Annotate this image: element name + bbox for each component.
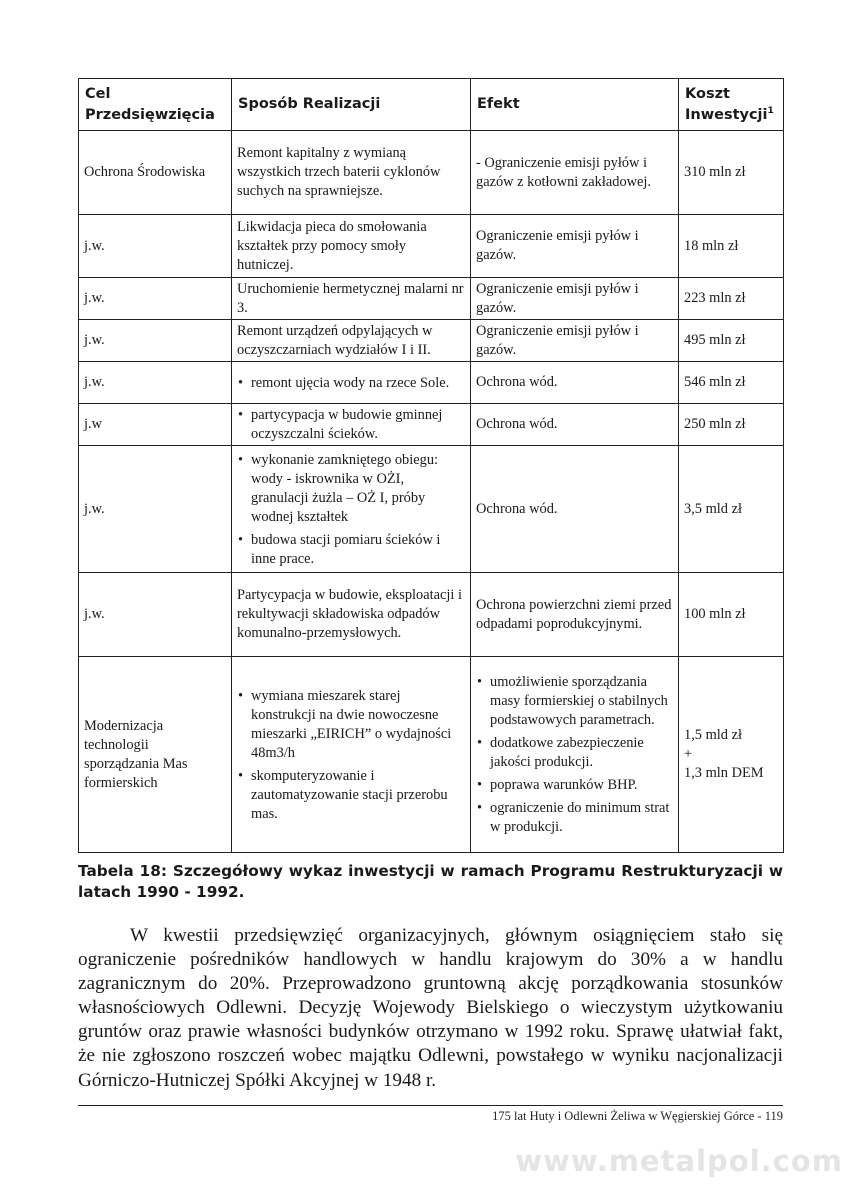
table-row	[79, 278, 784, 320]
cell-cel: j.w.	[79, 278, 232, 320]
cell-cel: j.w.	[79, 573, 232, 657]
bullet-list	[237, 687, 465, 824]
table-row	[79, 215, 784, 278]
cell-efekt	[471, 657, 679, 853]
cell-efekt: - Ograniczenie emisji pyłów i gazów z kotłowni zakładowej.	[471, 131, 679, 215]
cost-line: 1,5 mld zł	[684, 727, 742, 743]
cell-koszt: 495 mln zł	[679, 320, 784, 362]
cell-efekt: Ochrona wód.	[471, 404, 679, 446]
header-efekt: Efekt	[471, 79, 679, 131]
bullet-list	[237, 406, 465, 444]
cell-efekt: Ograniczenie emisji pyłów i gazów.	[471, 215, 679, 278]
header-sposob: Sposób Realizacji	[232, 79, 471, 131]
cell-koszt: 546 mln zł	[679, 362, 784, 404]
cost-line: +	[684, 746, 693, 762]
cell-sposob	[232, 362, 471, 404]
cell-efekt: Ograniczenie emisji pyłów i gazów.	[471, 278, 679, 320]
page-footer: 175 lat Huty i Odlewni Żeliwa w Węgierskiej Górce - 119	[492, 1109, 783, 1123]
cell-cel: j.w.	[79, 215, 232, 278]
cell-sposob	[232, 446, 471, 573]
list-item: • umożliwienie sporządzania masy formierskiej o stabilnych podstawowych parametrach.	[476, 673, 673, 730]
cell-efekt: Ochrona wód.	[471, 446, 679, 573]
cell-koszt: 223 mln zł	[679, 278, 784, 320]
cost-line: 1,3 mln DEM	[684, 765, 764, 781]
table-caption: Tabela 18: Szczegółowy wykaz inwestycji w ramach Programu Restrukturyzacji w latach 1990 - 1992.	[78, 862, 783, 901]
header-cel: Cel Przedsięwzięcia	[79, 79, 232, 131]
bullet-list	[476, 673, 673, 837]
watermark: www.metalpol.com	[515, 1144, 843, 1178]
list-item: • budowa stacji pomiaru ścieków i inne prace.	[237, 531, 465, 569]
list-item: • ograniczenie do minimum strat w produkcji.	[476, 799, 673, 837]
cell-cel: Modernizacja technologii sporządzania Mas formierskich	[79, 657, 232, 853]
cell-sposob	[232, 657, 471, 853]
cell-koszt: 3,5 mld zł	[679, 446, 784, 573]
bullet-list	[237, 451, 465, 569]
cell-koszt: 18 mln zł	[679, 215, 784, 278]
cell-efekt: Ograniczenie emisji pyłów i gazów.	[471, 320, 679, 362]
cell-sposob: Uruchomienie hermetycznej malarni nr 3.	[232, 278, 471, 320]
header-koszt	[679, 79, 784, 131]
header-koszt-label: Koszt Inwestycji	[685, 85, 768, 123]
cell-cel: j.w.	[79, 446, 232, 573]
cell-cel: j.w.	[79, 320, 232, 362]
cell-sposob: Partycypacja w budowie, eksploatacji i rekultywacji składowiska odpadów komunalno-przemysłowych.	[232, 573, 471, 657]
cell-efekt: Ochrona powierzchni ziemi przed odpadami poprodukcyjnymi.	[471, 573, 679, 657]
body-paragraph: W kwestii przedsięwzięć organizacyjnych, głównym osiągnięciem stało się ograniczenie pośredników handlowych w handlu krajowym do 30% a w handlu zagranicznym do 20%. Przeprowadzono gruntowną akcję porządkowania stosunków własnościowych Odlewni. Decyzję Wojewody Bielskiego o wieczystym użytkowaniu gruntów oraz prawie własności budynków otrzymano w 1992 roku. Sprawę ułatwiał fakt, że nie zgłoszono roszczeń wobec majątku Odlewni, powstałego w wyniku nacjonalizacji Górniczo-Hutniczej Spółki Akcyjnej w 1948 r.	[78, 925, 783, 1091]
table-row	[79, 404, 784, 446]
list-item: • poprawa warunków BHP.	[476, 776, 673, 795]
cell-sposob: Remont kapitalny z wymianą wszystkich trzech baterii cyklonów suchych na sprawniejsze.	[232, 131, 471, 215]
cell-koszt: 250 mln zł	[679, 404, 784, 446]
cell-sposob: Likwidacja pieca do smołowania kształtek przy pomocy smoły hutniczej.	[232, 215, 471, 278]
table-row	[79, 446, 784, 573]
table-row	[79, 573, 784, 657]
footnote-marker: 1	[767, 105, 774, 116]
table-row	[79, 131, 784, 215]
cell-cel: j.w	[79, 404, 232, 446]
footer-rule	[78, 1105, 783, 1106]
list-item: • wykonanie zamkniętego obiegu: wody - iskrownika w OŻI, granulacji żużla – OŻ I, próby wodnej kształtek	[237, 451, 465, 527]
list-item: • partycypacja w budowie gminnej oczyszczalni ścieków.	[237, 406, 465, 444]
cell-sposob	[232, 404, 471, 446]
list-item: • remont ujęcia wody na rzece Sole.	[237, 374, 465, 393]
bullet-list	[237, 374, 465, 393]
cell-sposob: Remont urządzeń odpylających w oczyszczarniach wydziałów I i II.	[232, 320, 471, 362]
list-item: • skomputeryzowanie i zautomatyzowanie stacji przerobu mas.	[237, 767, 465, 824]
table-row	[79, 362, 784, 404]
cell-koszt: 310 mln zł	[679, 131, 784, 215]
table-row	[79, 320, 784, 362]
cell-cel: j.w.	[79, 362, 232, 404]
investment-table	[78, 78, 784, 853]
table-row	[79, 657, 784, 853]
list-item: • wymiana mieszarek starej konstrukcji na dwie nowoczesne mieszarki „EIRICH” o wydajności 48m3/h	[237, 687, 465, 763]
cell-cel: Ochrona Środowiska	[79, 131, 232, 215]
list-item: • dodatkowe zabezpieczenie jakości produkcji.	[476, 734, 673, 772]
table-header-row	[79, 79, 784, 131]
cell-efekt: Ochrona wód.	[471, 362, 679, 404]
cell-koszt	[679, 657, 784, 853]
cell-koszt: 100 mln zł	[679, 573, 784, 657]
